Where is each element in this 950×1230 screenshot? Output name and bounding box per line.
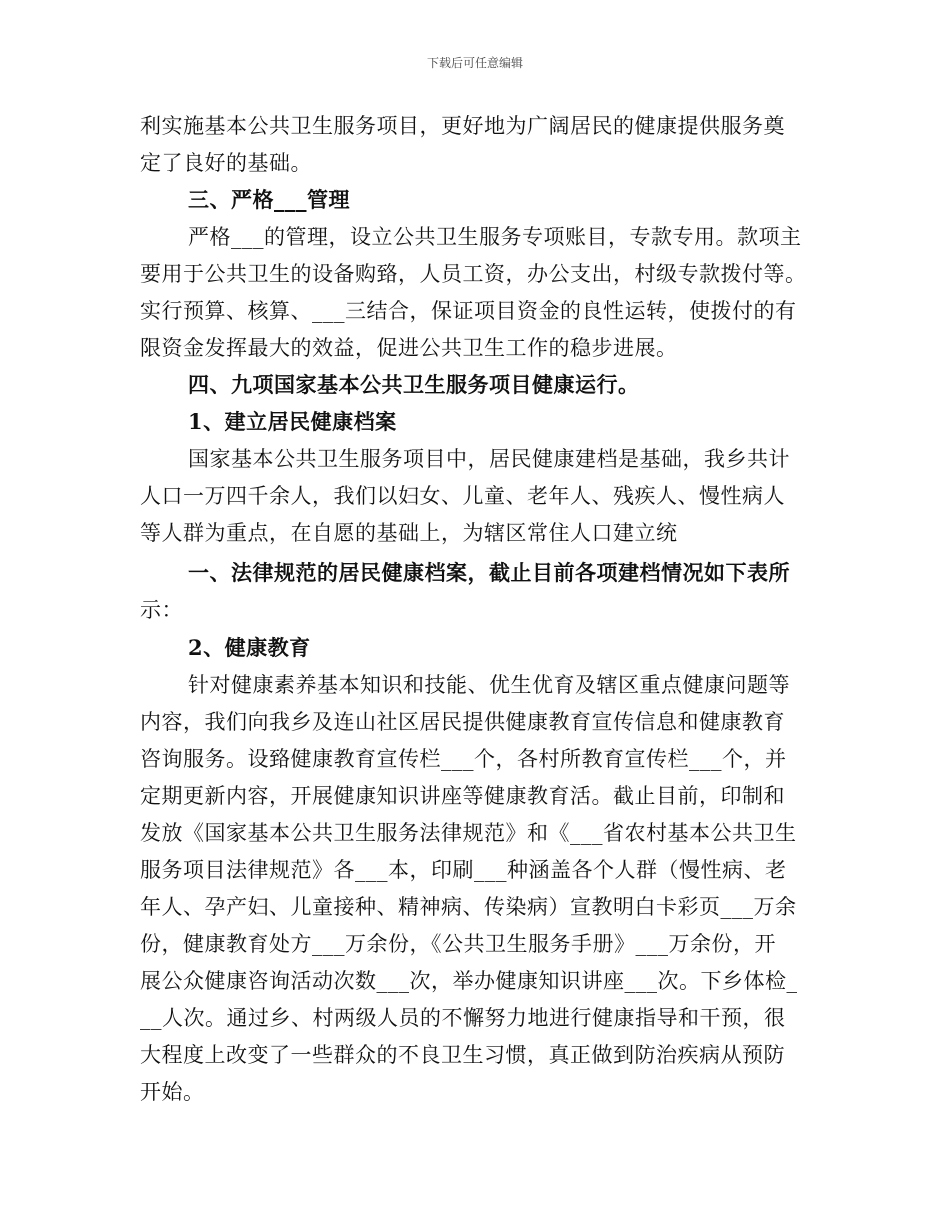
text-line: 开始。 xyxy=(140,1080,205,1104)
text-line: 等人群为重点，在自愿的基础上，为辖区常住人口建立统 xyxy=(140,521,678,545)
text-line: __人次。通过乡、村两级人员的不懈努力地进行健康指导和干预，很 xyxy=(140,1006,786,1030)
text-line: 份，健康教育处方___万余份，《公共卫生服务手册》___万余份，开 xyxy=(140,932,776,956)
text-line: 限资金发挥最大的效益，促进公共卫生工作的稳步进展。 xyxy=(140,336,678,360)
text-line: 年人、孕产妇、儿童接种、精神病、传染病）宣教明白卡彩页___万余 xyxy=(140,895,797,919)
text-line: 发放《国家基本公共卫生服务法律规范》和《___省农村基本公共卫生 xyxy=(140,821,797,845)
bold-text-line: 一、法律规范的居民健康档案，截止目前各项建档情况如下表所 xyxy=(188,560,790,585)
text-line: 定期更新内容，开展健康知识讲座等健康教育活。截止目前，印制和 xyxy=(140,784,785,808)
text-line: 利实施基本公共卫生服务项目，更好地为广阔居民的健康提供服务奠 xyxy=(140,114,785,138)
text-line: 示： xyxy=(140,598,183,622)
text-line: 大程度上改变了一些群众的不良卫生习惯，真正做到防治疾病从预防 xyxy=(140,1043,785,1067)
text-line: 咨询服务。设臵健康教育宣传栏___个，各村所教育宣传栏___个，并 xyxy=(140,747,787,771)
subsection-heading: 1、建立居民健康档案 xyxy=(188,409,397,434)
text-line: 要用于公共卫生的设备购臵，人员工资，办公支出，村级专款拨付等。 xyxy=(140,262,807,286)
text-line: 定了良好的基础。 xyxy=(140,151,312,175)
section-heading: 四、九项国家基本公共卫生服务项目健康运行。 xyxy=(188,372,640,397)
section-heading: 三、严格___管理 xyxy=(188,187,350,212)
text-line: 国家基本公共卫生服务项目中，居民健康建档是基础，我乡共计 xyxy=(188,447,790,471)
text-line: 严格___的管理，设立公共卫生服务专项账目，专款专用。款项主 xyxy=(188,225,802,249)
text-line: 展公众健康咨询活动次数___次，举办健康知识讲座___次。下乡体检_ xyxy=(140,969,798,993)
text-line: 内容，我们向我乡及连山社区居民提供健康教育宣传信息和健康教育 xyxy=(140,710,785,734)
text-line: 针对健康素养基本知识和技能、优生优育及辖区重点健康问题等 xyxy=(188,673,790,697)
text-line: 人口一万四千余人，我们以妇女、儿童、老年人、残疾人、慢性病人 xyxy=(140,484,785,508)
text-line: 服务项目法律规范》各___本，印刷___种涵盖各个人群（慢性病、老 xyxy=(140,858,787,882)
text-line: 实行预算、核算、___三结合，保证项目资金的良性运转，使拨付的有 xyxy=(140,299,797,323)
page-header: 下载后可任意编辑 xyxy=(426,56,523,70)
subsection-heading: 2、健康教育 xyxy=(188,635,311,660)
